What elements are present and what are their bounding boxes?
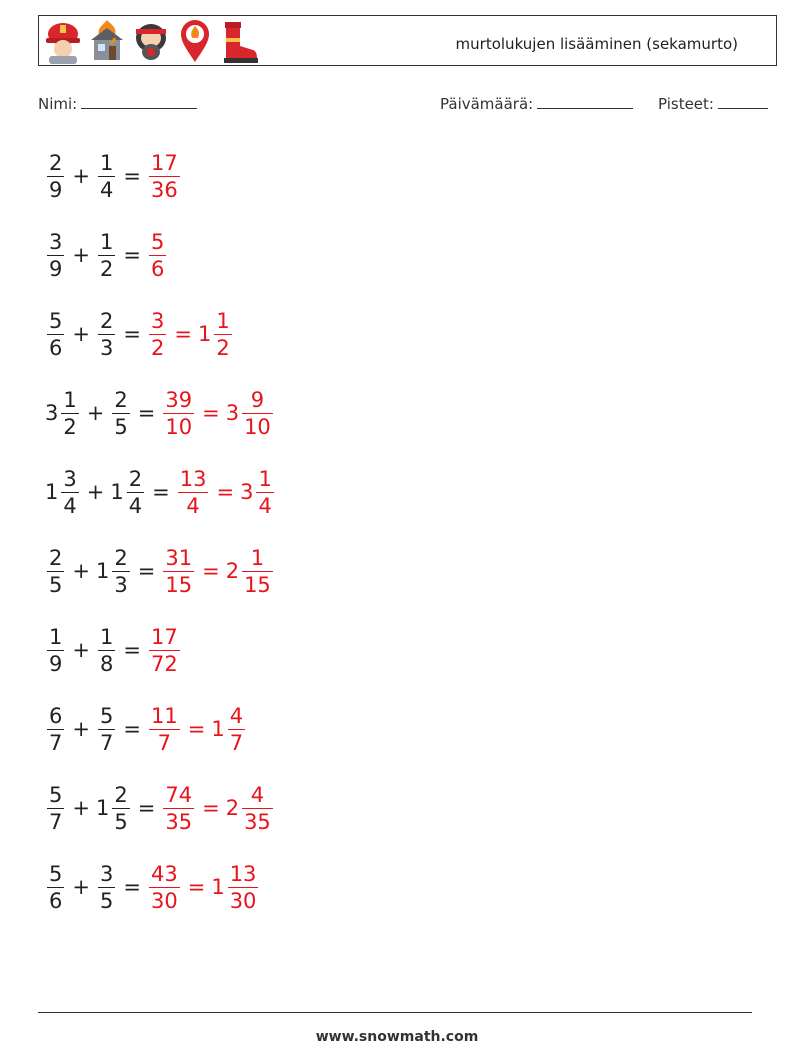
addend-b-mixed-number [96, 150, 117, 203]
addend-b-whole: 1 [95, 796, 110, 820]
addend-a-denominator: 9 [49, 177, 63, 202]
answer-mixed-denominator: 7 [229, 730, 244, 755]
answer-mixed-mixed-number [198, 308, 234, 361]
addend-b-numerator: 2 [114, 782, 128, 807]
addend-a-mixed-number [45, 150, 66, 203]
addend-b-fraction [98, 150, 115, 203]
answer-improper-fraction [178, 466, 209, 519]
answer-improper-fraction [149, 861, 180, 914]
addend-a-denominator: 9 [49, 651, 63, 676]
addend-b-numerator: 1 [99, 229, 114, 254]
answer-mixed-mixed-number [211, 703, 247, 756]
answer-improper-fraction [163, 782, 194, 835]
answer-mixed-mixed-number [226, 782, 275, 835]
answer-mixed-mixed-number [226, 387, 275, 440]
answer-improper-numerator: 43 [150, 861, 178, 886]
equals-sign: = [123, 638, 141, 662]
date-label: Päivämäärä: [440, 95, 534, 113]
addend-b-mixed-number [96, 782, 132, 835]
answer-equals-sign: = [216, 480, 235, 504]
equals-sign: = [123, 243, 141, 267]
addend-a-mixed-number [45, 545, 66, 598]
answer-mixed-numerator: 4 [229, 703, 244, 728]
answer-improper-mixed-number [147, 861, 182, 914]
answer-mixed-whole: 1 [211, 717, 225, 741]
burning-house-icon [87, 18, 127, 64]
answer-improper-denominator: 4 [186, 493, 200, 518]
addend-b-fraction [98, 703, 115, 756]
answer-mixed-numerator: 9 [250, 387, 265, 412]
answer-improper-mixed-number [147, 150, 182, 203]
answer-improper-denominator: 30 [150, 888, 178, 913]
answer [147, 624, 182, 677]
addend-b-denominator: 3 [114, 572, 128, 597]
equals-sign: = [137, 796, 156, 820]
addend-a-fraction [61, 387, 78, 440]
problem-row [45, 620, 182, 680]
addend-b-denominator: 3 [99, 335, 114, 360]
answer-improper-denominator: 72 [150, 651, 178, 676]
addend-a-fraction [47, 150, 64, 203]
answer-equals-sign: = [202, 401, 220, 425]
answer-improper-mixed-number [147, 229, 168, 282]
answer-equals-sign: = [174, 322, 192, 346]
addend-a-numerator: 5 [49, 308, 63, 333]
answer-improper-mixed-number [161, 782, 196, 835]
addend-a-numerator: 6 [49, 703, 63, 728]
addend-b-denominator: 5 [99, 888, 114, 913]
answer [147, 229, 168, 282]
addend-b-numerator: 1 [99, 624, 114, 649]
answer-mixed-numerator: 4 [250, 782, 265, 807]
answer-improper-denominator: 2 [150, 335, 165, 360]
score-blank[interactable] [718, 94, 768, 109]
addend-a-numerator: 5 [49, 861, 63, 886]
addend-a-numerator: 3 [49, 229, 63, 254]
fire-boot-icon [219, 18, 259, 64]
answer [147, 150, 182, 203]
answer-improper-denominator: 15 [165, 572, 193, 597]
addend-a-numerator: 3 [63, 466, 77, 491]
addend-a-mixed-number [45, 387, 81, 440]
score-field [658, 94, 768, 113]
answer-mixed-mixed-number [226, 545, 275, 598]
addend-a-mixed-number [45, 703, 66, 756]
answer-mixed-mixed-number [240, 466, 276, 519]
addend-a-denominator: 2 [63, 414, 77, 439]
addend-b-fraction [98, 308, 115, 361]
problem-row [45, 225, 168, 285]
answer-improper-fraction [149, 703, 180, 756]
addend-b-mixed-number [96, 308, 117, 361]
answer-mixed-whole: 2 [225, 559, 240, 583]
answer-improper-mixed-number [176, 466, 211, 519]
addend-b-mixed-number [110, 387, 131, 440]
plus-sign: + [72, 559, 90, 583]
name-label: Nimi: [38, 95, 78, 113]
answer-improper-denominator: 10 [165, 414, 193, 439]
answer-mixed-fraction [228, 861, 259, 914]
addend-a-mixed-number [45, 861, 66, 914]
addend-b-denominator: 8 [99, 651, 114, 676]
addend-b-denominator: 5 [114, 414, 128, 439]
answer-improper-numerator: 5 [150, 229, 165, 254]
equals-sign: = [123, 164, 141, 188]
answer-mixed-whole: 1 [197, 322, 212, 346]
addend-a-fraction [61, 466, 78, 519]
addend-b-fraction [98, 861, 115, 914]
date-field [440, 94, 633, 113]
addend-a-whole: 1 [45, 480, 59, 504]
answer-mixed-denominator: 15 [244, 572, 271, 597]
answer-mixed-numerator: 1 [250, 545, 265, 570]
equals-sign: = [152, 480, 170, 504]
plus-sign: + [72, 875, 90, 899]
answer-mixed-whole: 3 [240, 480, 254, 504]
answer-mixed-fraction [256, 466, 273, 519]
answer-improper-fraction [149, 624, 180, 677]
answer-equals-sign: = [202, 796, 220, 820]
answer-mixed-denominator: 30 [229, 888, 257, 913]
addend-b-denominator: 2 [99, 256, 114, 281]
answer-improper-numerator: 11 [150, 703, 178, 728]
addend-a-fraction [47, 703, 64, 756]
answer-mixed-fraction [214, 308, 231, 361]
answer-equals-sign: = [202, 559, 220, 583]
answer-improper-fraction [163, 387, 194, 440]
answer-improper-numerator: 17 [150, 150, 178, 175]
plus-sign: + [86, 480, 105, 504]
answer [147, 861, 260, 914]
equals-sign: = [137, 559, 156, 583]
addend-a-mixed-number [45, 308, 66, 361]
answer-mixed-fraction [242, 782, 273, 835]
answer-mixed-fraction [242, 387, 273, 440]
answer-mixed-denominator: 4 [258, 493, 272, 518]
addend-a-fraction [47, 624, 64, 677]
addend-b-numerator: 2 [99, 308, 114, 333]
addend-b-fraction [98, 624, 115, 677]
score-label: Pisteet: [658, 95, 714, 113]
addend-b-whole: 1 [110, 480, 124, 504]
addend-a-fraction [47, 782, 64, 835]
addend-a-denominator: 7 [49, 730, 63, 755]
answer-improper-mixed-number [147, 624, 182, 677]
answer-mixed-numerator: 13 [229, 861, 257, 886]
answer-improper-numerator: 3 [150, 308, 165, 333]
answer-mixed-fraction [242, 545, 273, 598]
equals-sign: = [123, 322, 141, 346]
addend-b-numerator: 2 [114, 387, 128, 412]
answer [161, 387, 274, 440]
addend-a-mixed-number [45, 466, 81, 519]
addend-b-fraction [127, 466, 144, 519]
addend-a-mixed-number [45, 229, 66, 282]
answer [161, 782, 274, 835]
answer-mixed-whole: 2 [225, 796, 240, 820]
answer-improper-numerator: 74 [165, 782, 193, 807]
addend-a-denominator: 6 [49, 335, 63, 360]
answer-improper-fraction [149, 308, 166, 361]
answer-improper-numerator: 31 [165, 545, 193, 570]
date-blank[interactable] [537, 94, 633, 109]
answer-mixed-whole: 3 [225, 401, 240, 425]
addend-a-denominator: 4 [63, 493, 77, 518]
plus-sign: + [72, 638, 90, 662]
answer-mixed-mixed-number [211, 861, 260, 914]
addend-b-fraction [112, 545, 129, 598]
answer-improper-fraction [149, 229, 166, 282]
addend-a-numerator: 1 [63, 387, 77, 412]
addend-b-numerator: 3 [99, 861, 114, 886]
answer-improper-mixed-number [161, 545, 196, 598]
answer-mixed-denominator: 2 [216, 335, 230, 360]
addend-b-mixed-number [96, 624, 117, 677]
firefighter-icon [43, 18, 83, 64]
addend-b-denominator: 4 [128, 493, 143, 518]
answer-improper-mixed-number [147, 308, 168, 361]
plus-sign: + [72, 243, 90, 267]
answer-equals-sign: = [187, 717, 206, 741]
addend-b-whole: 1 [95, 559, 110, 583]
problem-row [45, 304, 234, 364]
answer-improper-numerator: 39 [165, 387, 193, 412]
addend-a-fraction [47, 308, 64, 361]
addend-b-mixed-number [96, 703, 117, 756]
addend-a-whole: 3 [45, 401, 59, 425]
answer-mixed-numerator: 1 [216, 308, 230, 333]
plus-sign: + [72, 322, 90, 346]
equals-sign: = [123, 875, 141, 899]
answer-improper-mixed-number [161, 387, 196, 440]
addend-b-numerator: 2 [128, 466, 143, 491]
answer-improper-numerator: 17 [150, 624, 178, 649]
header-box [38, 15, 777, 66]
problem-row [45, 383, 275, 443]
problem-row [45, 146, 182, 206]
addend-b-fraction [112, 782, 129, 835]
addend-b-denominator: 7 [99, 730, 114, 755]
addend-b-numerator: 1 [99, 150, 114, 175]
problem-row [45, 541, 275, 601]
addend-b-mixed-number [96, 545, 132, 598]
gas-mask-icon [131, 18, 171, 64]
answer-mixed-denominator: 35 [244, 809, 271, 834]
answer-improper-denominator: 7 [157, 730, 172, 755]
addend-a-fraction [47, 861, 64, 914]
worksheet-title: murtolukujen lisääminen (sekamurto) [455, 35, 738, 53]
problem-row [45, 778, 275, 838]
header-icons [43, 18, 259, 64]
name-field [38, 94, 197, 113]
addend-a-numerator: 2 [49, 150, 63, 175]
answer-improper-denominator: 35 [165, 809, 193, 834]
answer-improper-fraction [149, 150, 180, 203]
answer-mixed-whole: 1 [211, 875, 225, 899]
addend-a-numerator: 2 [49, 545, 63, 570]
answer [147, 703, 247, 756]
addend-b-mixed-number [96, 861, 117, 914]
answer-mixed-numerator: 1 [258, 466, 272, 491]
answer-improper-numerator: 13 [179, 466, 207, 491]
problem-row [45, 699, 247, 759]
addend-a-denominator: 9 [49, 256, 63, 281]
answer-mixed-denominator: 10 [244, 414, 271, 439]
addend-a-fraction [47, 229, 64, 282]
addend-b-fraction [112, 387, 129, 440]
addend-b-denominator: 5 [114, 809, 128, 834]
footer-site: www.snowmath.com [315, 1029, 479, 1045]
problem-row [45, 462, 276, 522]
addend-a-numerator: 5 [49, 782, 63, 807]
answer-improper-denominator: 36 [150, 177, 178, 202]
addend-a-mixed-number [45, 624, 66, 677]
answer-improper-denominator: 6 [150, 256, 165, 281]
answer [176, 466, 276, 519]
addend-a-fraction [47, 545, 64, 598]
addend-a-numerator: 1 [49, 624, 63, 649]
answer-equals-sign: = [187, 875, 206, 899]
fire-location-pin-icon [175, 18, 215, 64]
addend-b-mixed-number [96, 229, 117, 282]
equals-sign: = [137, 401, 156, 425]
answer-improper-mixed-number [147, 703, 182, 756]
name-blank[interactable] [81, 94, 197, 109]
addend-a-denominator: 7 [49, 809, 63, 834]
answer [147, 308, 234, 361]
addend-b-denominator: 4 [99, 177, 114, 202]
answer-mixed-fraction [228, 703, 245, 756]
addend-a-denominator: 5 [49, 572, 63, 597]
addend-b-fraction [98, 229, 115, 282]
addend-a-mixed-number [45, 782, 66, 835]
plus-sign: + [86, 401, 105, 425]
answer-improper-fraction [163, 545, 194, 598]
addend-b-numerator: 2 [114, 545, 128, 570]
footer-divider [38, 1012, 752, 1013]
problem-row [45, 857, 260, 917]
plus-sign: + [72, 164, 90, 188]
answer [161, 545, 274, 598]
plus-sign: + [72, 717, 90, 741]
addend-a-denominator: 6 [49, 888, 63, 913]
addend-b-mixed-number [110, 466, 146, 519]
plus-sign: + [72, 796, 90, 820]
addend-b-numerator: 5 [99, 703, 114, 728]
equals-sign: = [123, 717, 141, 741]
